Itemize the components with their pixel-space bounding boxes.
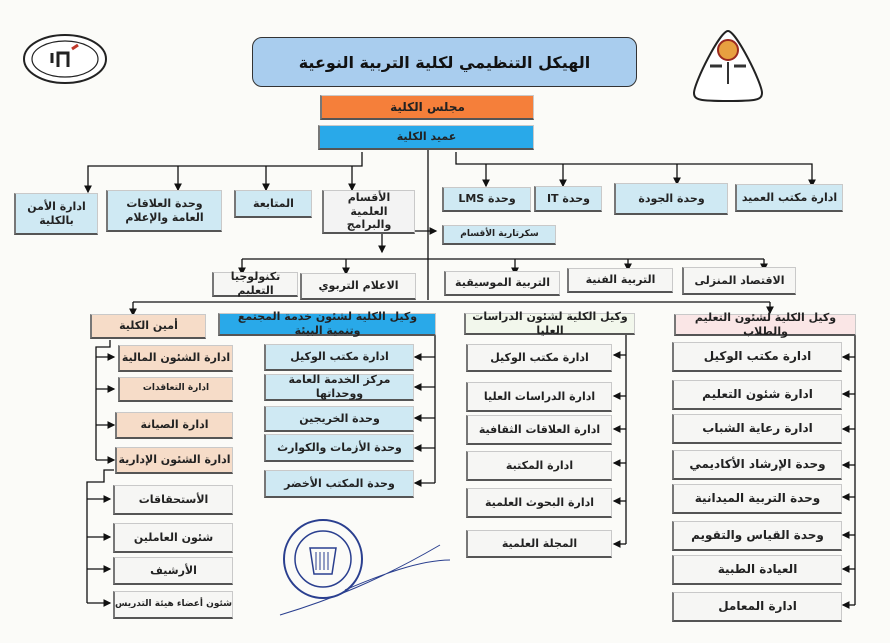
admin-sub-unit: شئون أعضاء هيئة التدريس [113, 591, 233, 619]
college-secretary-general: أمين الكلية [90, 314, 206, 339]
it-unit: وحدة IT [534, 186, 602, 212]
secretary-unit: ادارة التعاقدات [118, 377, 233, 402]
college-dean: عميد الكلية [318, 125, 534, 150]
edu-unit: ادارة شئون التعليم [672, 380, 842, 410]
edu-unit: العيادة الطبية [672, 555, 842, 585]
admin-sub-unit: الأرشيف [113, 557, 233, 585]
department-educational-technology: تكنولوجيا التعليم [212, 272, 298, 297]
postgrad-unit: ادارة الدراسات العليا [466, 382, 612, 412]
postgrad-unit: المجلة العلمية [466, 530, 612, 558]
department-music-education: التربية الموسيقية [444, 271, 560, 296]
community-unit: وحدة الأزمات والكوارث [264, 434, 414, 462]
vice-dean-community: وكيل الكلية لشئون خدمة المجتمع وتنمية البيئة [218, 313, 436, 336]
edu-unit: ادارة المعامل [672, 592, 842, 622]
vice-dean-postgraduate: وكيل الكلية لشئون الدراسات العليا [464, 313, 635, 335]
dean-office-unit: ادارة مكتب العميد [735, 184, 843, 212]
community-unit: ادارة مكتب الوكيل [264, 344, 414, 371]
security-unit: ادارة الأمن بالكلية [14, 193, 98, 235]
community-unit: وحدة الخريجين [264, 406, 414, 432]
follow-up-unit: المتابعة [234, 190, 312, 218]
department-art-education: التربية الفنية [567, 268, 673, 293]
vice-dean-education-students: وكيل الكلية لشئون التعليم والطلاب [674, 314, 856, 336]
postgrad-unit: ادارة مكتب الوكيل [466, 344, 612, 372]
page-title: الهيكل التنظيمي لكلية التربية النوعية [252, 37, 637, 87]
faculty-logo [22, 33, 108, 85]
edu-unit: ادارة مكتب الوكيل [672, 342, 842, 372]
secretary-unit: ادارة الشئون الإدارية [115, 447, 233, 474]
postgrad-unit: ادارة المكتبة [466, 451, 612, 481]
department-home-economics: الاقتصاد المنزلى [682, 267, 796, 295]
postgrad-unit: ادارة البحوث العلمية [466, 488, 612, 518]
postgrad-unit: ادارة العلاقات الثقافية [466, 415, 612, 445]
secretary-unit: ادارة الشئون المالية [118, 345, 233, 372]
department-educational-media: الاعلام التربوي [300, 273, 416, 300]
public-relations-unit: وحدة العلاقات العامة والإعلام [106, 190, 222, 232]
secretary-unit: ادارة الصيانة [115, 412, 233, 439]
college-council: مجلس الكلية [320, 95, 534, 120]
community-unit: وحدة المكتب الأخضر [264, 470, 414, 498]
departments-secretariat: سكرتارية الأقسام [442, 225, 556, 245]
quality-unit: وحدة الجودة [614, 183, 728, 215]
community-unit: مركز الخدمة العامة ووحداتها [264, 374, 414, 401]
admin-sub-unit: شئون العاملين [113, 523, 233, 553]
lms-unit: وحدة LMS [442, 187, 531, 212]
official-stamp [282, 518, 364, 600]
edu-unit: ادارة رعاية الشباب [672, 414, 842, 444]
university-logo [688, 28, 768, 104]
edu-unit: وحدة القياس والتقويم [672, 521, 842, 551]
admin-sub-unit: الأستحقاقات [113, 485, 233, 515]
academic-departments-unit: الأقسام العلمية والبرامج [322, 190, 415, 234]
edu-unit: وحدة الإرشاد الأكاديمي [672, 450, 842, 480]
edu-unit: وحدة التربية الميدانية [672, 484, 842, 514]
